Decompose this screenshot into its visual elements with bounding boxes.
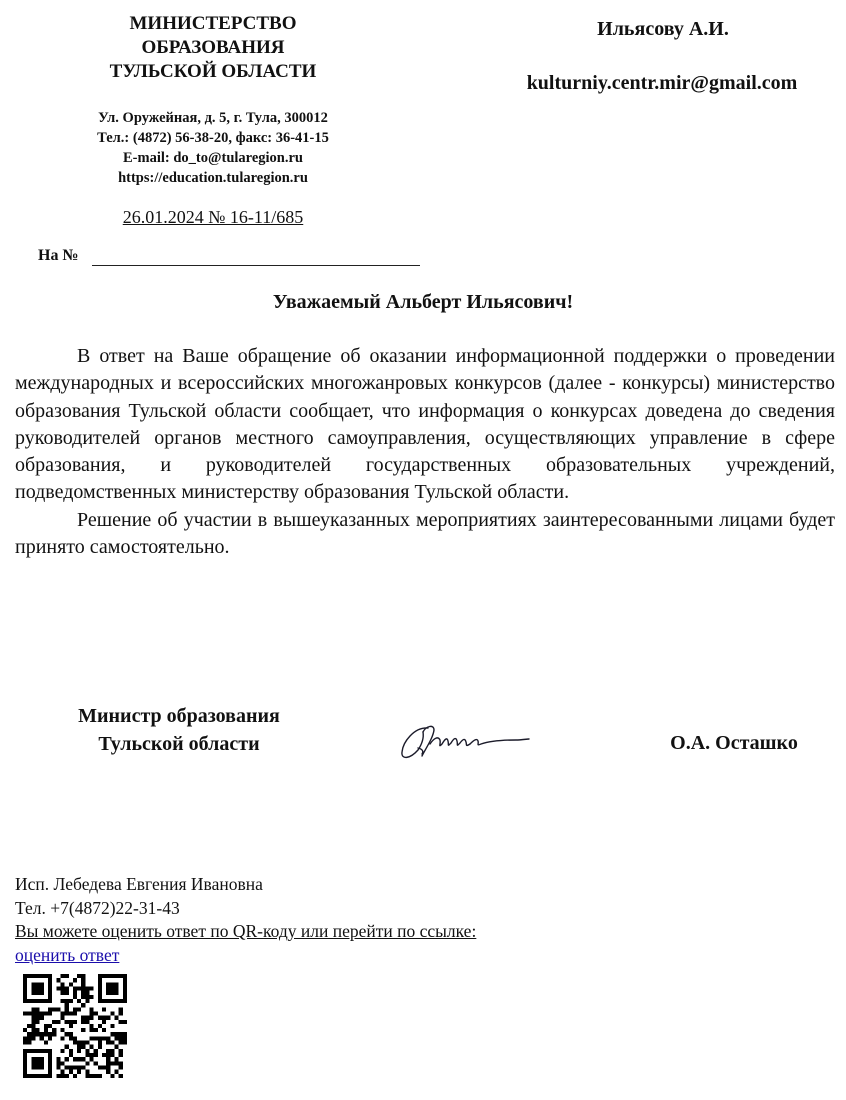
- signer-title: [48, 702, 310, 758]
- addressee-name: Ильясову А.И.: [597, 18, 729, 40]
- rate-prompt: Вы можете оценить ответ по QR-коду или перейти по ссылке:: [15, 921, 477, 941]
- signer-title-line: Министр образования: [78, 705, 280, 727]
- signer-title-line: Тульской области: [98, 733, 260, 755]
- ministry-name-line: ТУЛЬСКОЙ ОБЛАСТИ: [109, 61, 317, 82]
- salutation: Уважаемый Альберт Ильясович!: [272, 291, 574, 313]
- handwritten-signature: [398, 718, 538, 764]
- body-paragraph: Решение об участии в вышеуказанных мероприятиях заинтересованными лицами будет принято самостоятельно.: [15, 508, 835, 559]
- ministry-email: E-mail: do_to@tularegion.ru: [123, 150, 303, 166]
- ministry-website: https://education.tularegion.ru: [118, 170, 308, 186]
- ministry-contacts: [48, 108, 378, 188]
- ministry-name: [60, 12, 366, 84]
- registration-date-number: [60, 206, 366, 228]
- reference-number-line: [92, 265, 420, 266]
- registration-date-number-text: 26.01.2024 № 16-11/685: [122, 207, 304, 227]
- ministry-address: Ул. Оружейная, д. 5, г. Тула, 300012: [98, 110, 328, 126]
- qr-code[interactable]: [23, 974, 127, 1078]
- ministry-name-line: ОБРАЗОВАНИЯ: [141, 37, 285, 58]
- letter-footer: [15, 873, 476, 967]
- rate-answer-link[interactable]: оценить ответ: [15, 944, 120, 965]
- executor-name: Исп. Лебедева Евгения Ивановна: [15, 874, 263, 894]
- reference-number-label: На №: [38, 247, 79, 264]
- letter-body: [15, 343, 835, 561]
- ministry-name-line: МИНИСТЕРСТВО: [129, 13, 297, 34]
- addressee-email: kulturniy.centr.mir@gmail.com: [526, 72, 798, 94]
- executor-phone: Тел. +7(4872)22-31-43: [15, 897, 180, 918]
- signer-name: О.А. Осташко: [670, 732, 798, 754]
- body-paragraph: В ответ на Ваше обращение об оказании информационной поддержки о проведении международных и всероссийских многожанровых конкурсов (далее - конкурсы) министерство образования Тульской области сообщает, что информация о конкурсах доведена до сведения руководителей органов местного самоуправления, осуществляющих управление в сфере образования, и руководителей государственных образовательных учреждений, подведомственных министерству образования Тульской области.: [15, 345, 835, 504]
- ministry-phone: Тел.: (4872) 56-38-20, факс: 36-41-15: [97, 130, 329, 146]
